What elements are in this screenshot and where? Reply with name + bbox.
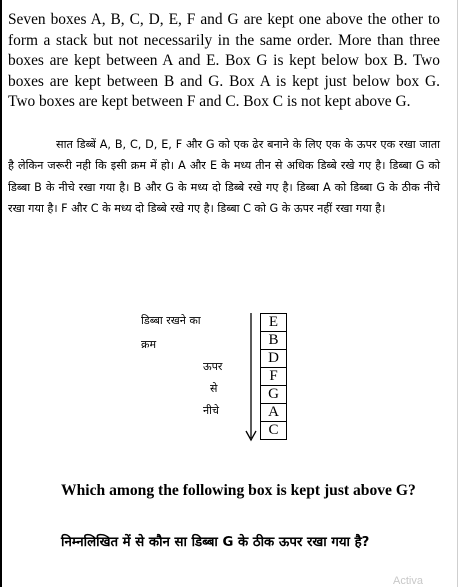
watermark-text: Activa: [393, 575, 423, 587]
top-label: ऊपर: [203, 360, 223, 373]
passage-english: Seven boxes A, B, C, D, E, F and G are kept one above the other to form a stack but not necessarily in the same order. More than three boxes are kept between A and E. Box G is kept below box B. Two boxes are kept between B and G. Box A is kept just below box G. Two boxes are kept between F and C. Box C is not kept above G.: [8, 11, 440, 110]
from-label: से: [210, 382, 218, 395]
question-hindi: निम्नलिखित में से कौन सा डिब्बा G के ठीक ऊपर रखा गया है?: [61, 535, 370, 550]
stack-box: D: [261, 350, 286, 368]
stack-box: E: [261, 314, 286, 332]
stack-box: C: [268, 422, 279, 438]
stack-box: A: [261, 404, 286, 422]
box-stack: [260, 313, 287, 440]
passage-hindi: सात डिब्बें A, B, C, D, E, F और G को एक ढेर बनाने के लिए एक के ऊपर एक रखा जाता है लेकिन जरूरी नही कि इसी क्रम में हो। A और E के मध्य तीन से अधिक डिब्बे रखे गए है। डिब्बा G को डिब्बा B के नीचे रखा गया है। B और G के मध्य दो डिब्बे रखे गए है। डिब्बा A को डिब्बा G के ठीक नीचे रखा गया है। F और C के मध्य दो डिब्बे रखे गए है। डिब्बा C को G के ऊपर नहीं रखा गया है।: [8, 138, 440, 216]
bottom-label: नीचे: [203, 404, 219, 417]
order-label-line1: डिब्बा रखने का: [141, 314, 201, 327]
left-border-rule: [0, 0, 2, 587]
stack-box: G: [261, 386, 286, 404]
right-border-rule: [457, 0, 458, 587]
down-arrow-icon: [244, 312, 258, 442]
stack-box: F: [261, 368, 286, 386]
order-label-line2: क्रम: [141, 338, 157, 351]
stack-box: B: [261, 332, 286, 350]
question-english: Which among the following box is kept just above G?: [61, 482, 416, 499]
